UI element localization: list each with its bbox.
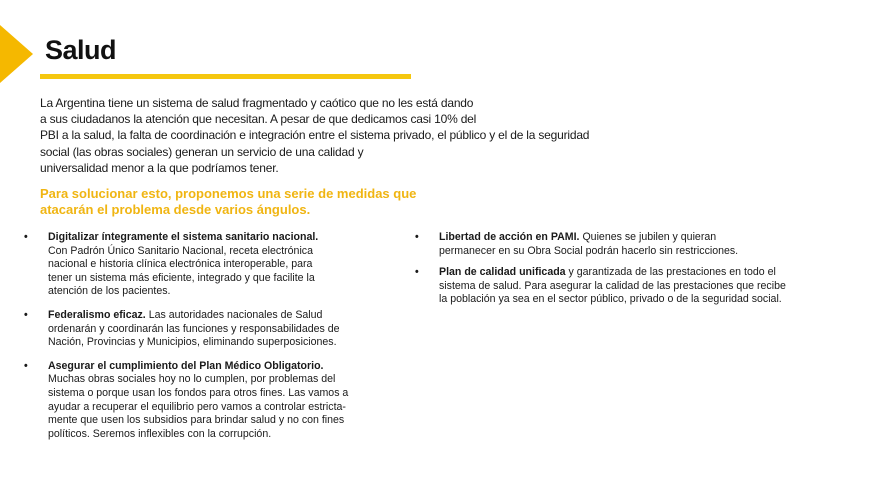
measure-line: sistema de salud. Para asegurar la calidad de las prestaciones que recibe [439,279,786,292]
measure-line: permanecer en su Obra Social podrán hacerlo sin restricciones. [439,244,739,257]
measure-item-plan-calidad [415,266,825,307]
measure-line: Muchas obras sociales hoy no lo cumplen, por problemas del [48,373,336,386]
accent-triangle [0,25,33,83]
measure-item-pmo [24,360,384,442]
intro-paragraph [40,95,590,176]
measure-line: ayudar a recuperar el equilibrio pero vamos a controlar estricta- [48,400,346,413]
intro-line: PBI a la salud, la falta de coordinación e integración entre el sistema privado, el público y el de la seguridad [40,128,590,143]
measure-heading: Federalismo eficaz. [48,308,146,321]
highlight-line: Para solucionar esto, proponemos una serie de medidas que [40,186,417,201]
intro-line: La Argentina tiene un sistema de salud fragmentado y caótico que no les está dando [40,96,474,110]
measure-line: sistema o porque usan los fondos para otros fines. Las vamos a [48,386,349,399]
measure-item-digitalizar [24,231,384,299]
intro-line: a sus ciudadanos la atención que necesitan. A pesar de que dedicamos casi 10% del [40,112,477,127]
measure-line: atención de los pacientes. [48,285,171,298]
measure-heading: Digitalizar íntegramente el sistema sanitario nacional. [48,231,319,243]
measures-right-column [415,231,825,307]
bullet-icon: • [415,266,419,279]
intro-line: universalidad menor a la que podríamos tener. [40,160,279,175]
measure-text: Quienes se jubilen y quieran [579,231,717,243]
page-title: Salud [45,35,117,65]
highlight-line: atacarán el problema desde varios ángulos. [40,201,311,217]
measure-line: tener un sistema más eficiente, integrado y que facilite la [48,271,315,284]
measure-heading: Libertad de acción en PAMI. [439,231,580,243]
measure-line: ordenarán y coordinarán las funciones y responsabilidades de [48,322,340,335]
measure-text: Las autoridades nacionales de Salud [145,308,323,321]
highlight-statement [40,186,440,217]
measure-heading: Asegurar el cumplimiento del Plan Médico Obligatorio. [48,359,324,372]
measure-item-pami [415,231,825,258]
measure-line: Con Padrón Único Sanitario Nacional, receta electrónica [48,244,313,257]
measure-line: mente que usen los subsidios para brindar salud y no con fines [48,414,345,427]
title-underline [40,74,411,79]
intro-line: social (las obras sociales) generan un servicio de una calidad y [40,144,364,159]
measure-line: la población ya sea en el sector público, privado o de la seguridad social. [439,293,782,306]
measure-line: Nación, Provincias y Municipios, eliminando superposiciones. [48,336,337,349]
measure-item-federalismo [24,309,384,350]
bullet-icon: • [24,359,28,372]
measure-line: políticos. Seremos inflexibles con la corrupción. [48,427,272,440]
measure-heading: Plan de calidad unificada [439,266,566,279]
bullet-icon: • [415,231,419,243]
bullet-icon: • [24,231,28,243]
measure-text: y garantizada de las prestaciones en todo el [565,266,776,279]
measures-left-column [24,231,384,441]
measure-line: nacional e historia clínica electrónica interoperable, para [48,258,313,271]
bullet-icon: • [24,308,28,321]
